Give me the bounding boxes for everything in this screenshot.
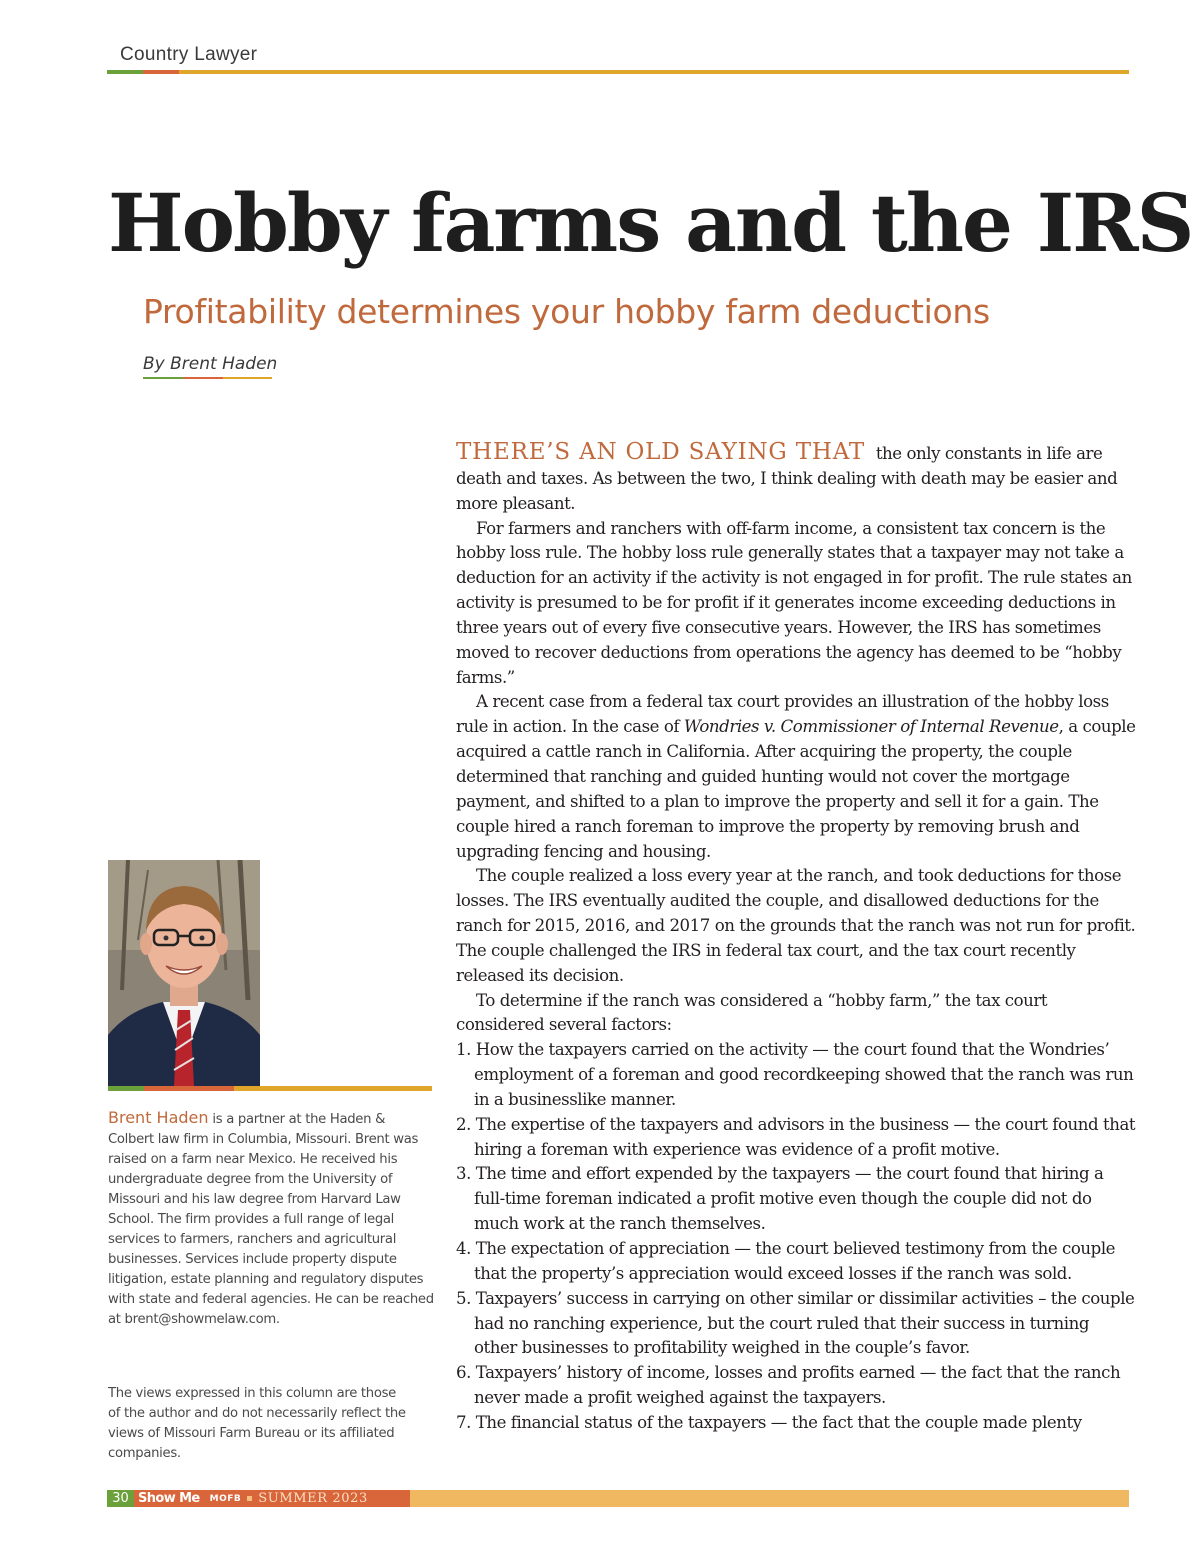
byline-rule: [143, 377, 272, 379]
article-title: Hobby farms and the IRS: [108, 176, 1193, 270]
paragraph-text: A recent case from a federal tax court provides an illustration of the hobby loss rule in action. In the case of: [456, 692, 1109, 737]
byline: By Brent Haden: [143, 354, 278, 374]
list-item: 3. The time and effort expended by the taxpayers — the court found that hiring a full-time foreman indicated a profit motive even though the couple did not do much work at the ranch themselves.: [456, 1164, 1104, 1234]
list-item: 1. How the taxpayers carried on the activity — the court found that the Wondries’ employment of a foreman and good recordkeeping showed that the ranch was run in a businesslike manner.: [456, 1040, 1134, 1109]
author-bio-text: is a partner at the Haden & Colbert law firm in Columbia, Missouri. Brent was raised on a farm near Mexico. He received his undergraduate degree from the University of Missouri and his law degree from Harvard Law School. The firm provides a full range of legal services to farmers, ranchers and agricultural businesses. Services include property dispute litigation, estate planning and regulatory disputes with state and federal agencies. He can be reached at brent@showmelaw.com.: [108, 1112, 434, 1327]
paragraph: For farmers and ranchers with off-farm income, a consistent tax concern is the hobby loss rule. The hobby loss rule generally states that a taxpayer may not take a deduction for an activity if the activity is not engaged in for profit. The rule states an activity is presumed to be for profit if it generates income exceeding deductions in three years out of every five consecutive years. However, the IRS has sometimes moved to recover deductions from operations the agency has deemed to be “hobby farms.”: [456, 518, 1132, 687]
footer-bar: [107, 1490, 1129, 1507]
header-rule: [107, 70, 1129, 74]
factor-list: [456, 1038, 1136, 1436]
author-bio: [108, 1108, 434, 1330]
page-number: 30: [107, 1490, 134, 1507]
list-item: 7. The financial status of the taxpayers — the fact that the couple made plenty: [456, 1412, 1082, 1432]
footer-right: [410, 1490, 1129, 1507]
list-item: 6. Taxpayers’ history of income, losses and profits earned — the fact that the ranch never made a profit weighed against the taxpayers.: [456, 1363, 1121, 1408]
paragraph-text: the only constants in life are death and taxes. As between the two, I think dealing with death may be easier and more pleasant.: [456, 444, 1118, 513]
magazine-brand: Show Me: [138, 1491, 200, 1506]
paragraph: The couple realized a loss every year at the ranch, and took deductions for those losses. The IRS eventually audited the couple, and disallowed deductions for the ranch for 2015, 2016, and 2017 on the grounds that the ranch was not run for profit. The couple challenged the IRS in federal tax court, and the tax court recently released its decision.: [456, 866, 1136, 985]
section-label: Country Lawyer: [120, 44, 258, 65]
org-label: MOFB: [209, 1493, 242, 1504]
lead-in: THERE’S AN OLD SAYING THAT: [456, 439, 866, 465]
list-item: 4. The expectation of appreciation — the court believed testimony from the couple that the property’s appreciation would exceed losses if the ranch was sold.: [456, 1239, 1116, 1283]
paragraph-text: , a couple acquired a cattle ranch in California. After acquiring the property, the couple determined that ranching and guided hunting would not cover the mortgage payment, and shifted to a plan to improve the property and sell it for a gain. The couple hired a ranch foreman to improve the property by removing brush and upgrading fencing and housing.: [456, 717, 1136, 861]
case-name: Wondries v. Commissioner of Internal Revenue: [683, 717, 1059, 737]
separator-square-icon: [247, 1496, 252, 1501]
footer-left: [107, 1490, 410, 1507]
author-portrait-icon: [108, 860, 260, 1086]
list-item: 5. Taxpayers’ success in carrying on other similar or dissimilar activities – the couple had no ranching experience, but the court ruled that their success in turning other businesses to profitability weighed in the couple’s favor.: [456, 1288, 1135, 1358]
author-name: Brent Haden: [108, 1108, 209, 1127]
article-body: [456, 440, 1136, 1436]
paragraph: [456, 440, 1136, 517]
disclaimer: The views expressed in this column are those of the author and do not necessarily reflect the views of Missouri Farm Bureau or its affiliated companies.: [108, 1386, 406, 1461]
paragraph: To determine if the ranch was considered a “hobby farm,” the tax court considered several factors:: [456, 990, 1048, 1035]
photo-rule: [108, 1086, 432, 1091]
paragraph: [456, 690, 1136, 864]
article-subtitle: Profitability determines your hobby farm deductions: [143, 292, 990, 331]
list-item: 2. The expertise of the taxpayers and advisors in the business — the court found that hiring a foreman with experience was evidence of a profit motive.: [456, 1114, 1136, 1159]
author-photo: [108, 860, 260, 1086]
issue-label: SUMMER 2023: [258, 1491, 368, 1506]
